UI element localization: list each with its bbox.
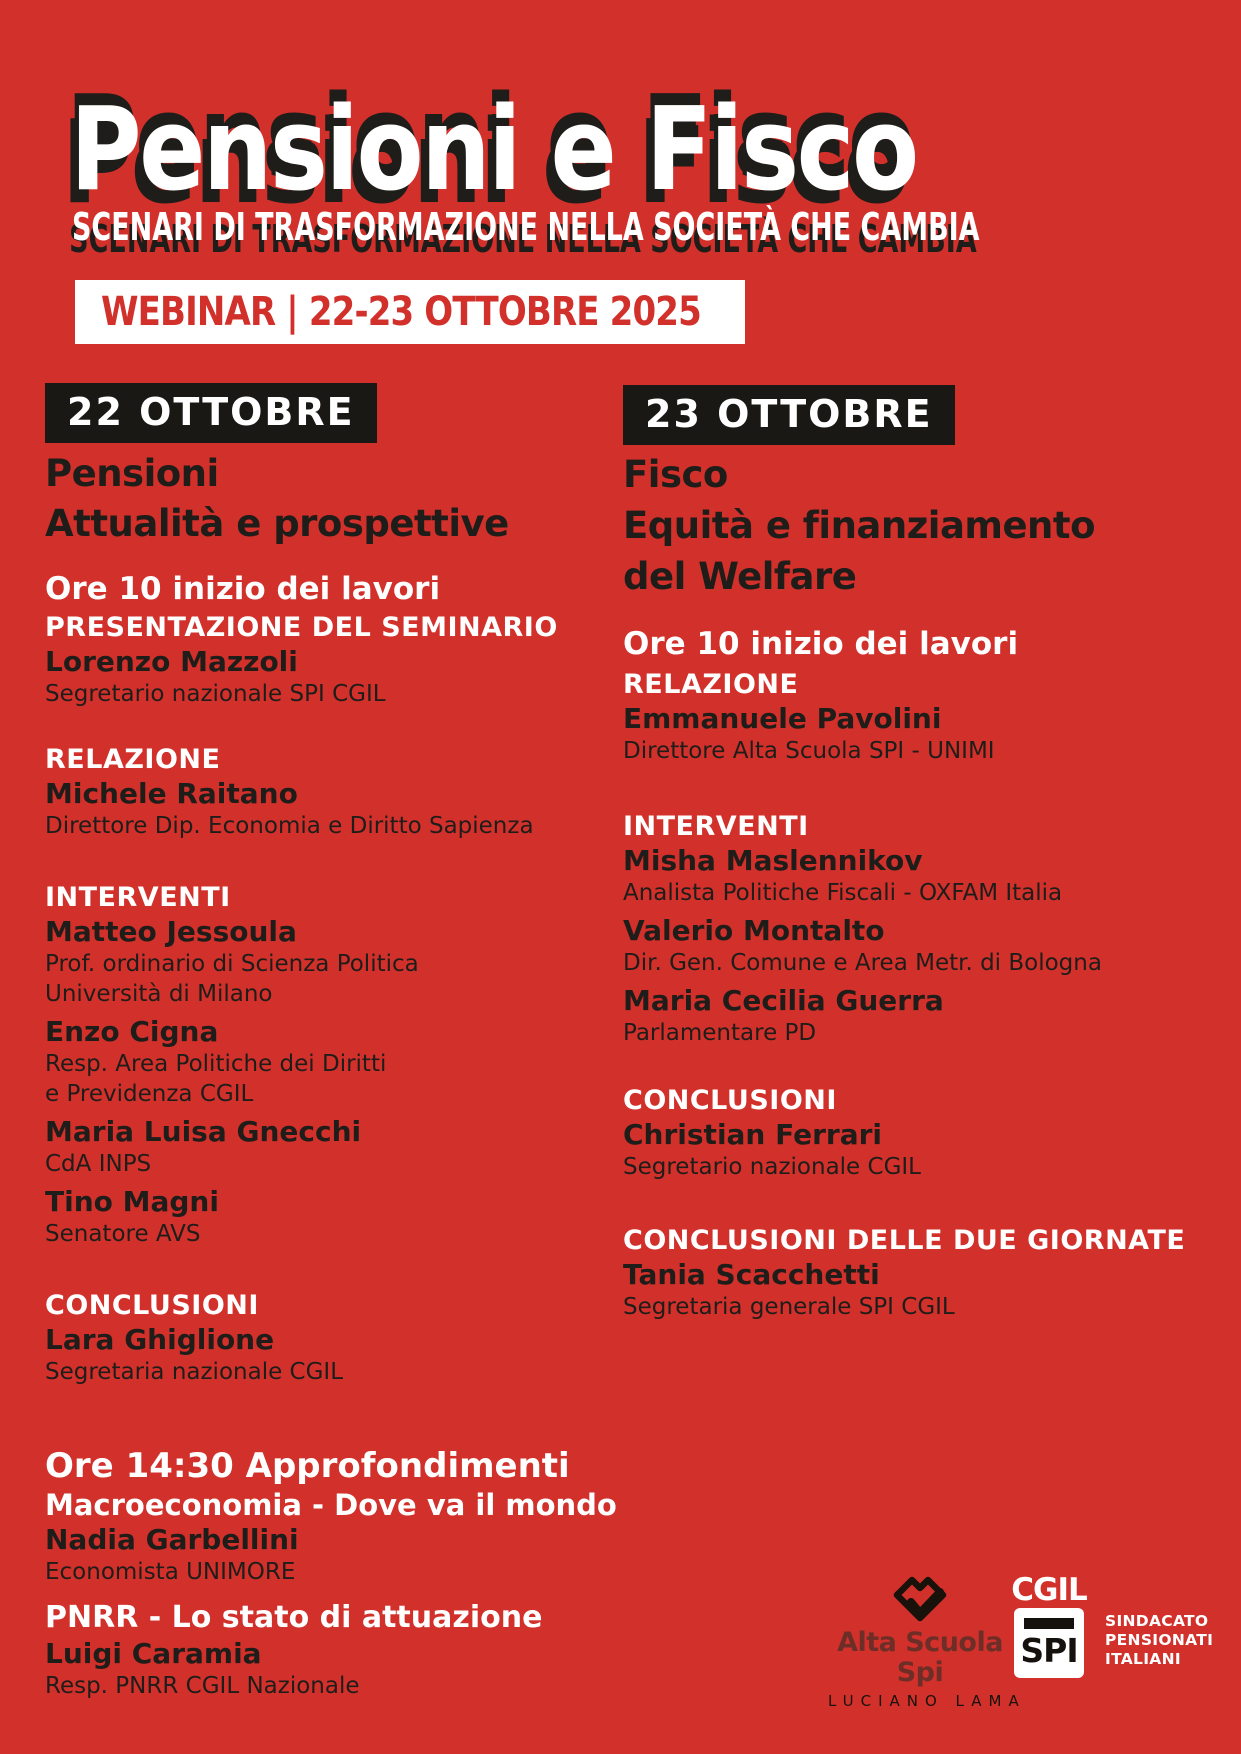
speaker-name: Maria Cecilia Guerra — [623, 984, 944, 1017]
sindacato-line3: ITALIANI — [1105, 1650, 1181, 1668]
speaker-role: Segretario nazionale SPI CGIL — [45, 681, 386, 707]
day1-presentation-header: PRESENTAZIONE DEL SEMINARIO — [45, 612, 558, 643]
sindacato-line1: SINDACATO — [1105, 1612, 1209, 1630]
sindacato-pensionati-italiani-label — [1105, 1612, 1213, 1669]
poster-subtitle: SCENARI DI TRASFORMAZIONE NELLA SOCIETÀ CHE CAMBIA — [72, 205, 980, 249]
day1-conclusioni-header: CONCLUSIONI — [45, 1290, 259, 1321]
day1-relazione-header: RELAZIONE — [45, 744, 221, 775]
speaker-name: Michele Raitano — [45, 777, 298, 810]
spi-box — [1014, 1608, 1084, 1678]
day1-time-label: Ore 10 inizio dei lavori — [45, 571, 441, 607]
speaker-name: Tania Scacchetti — [623, 1258, 880, 1291]
speaker-role: Senatore AVS — [45, 1221, 201, 1247]
speaker-name: Lorenzo Mazzoli — [45, 645, 298, 678]
day1-interventi-header: INTERVENTI — [45, 882, 231, 913]
day2-title-line2: Equità e finanziamento — [623, 504, 1096, 547]
speaker-role: Resp. Area Politiche dei Diritti — [45, 1051, 387, 1077]
speaker-name: Christian Ferrari — [623, 1118, 883, 1151]
day1-title-line1: Pensioni — [45, 452, 219, 495]
webinar-banner — [75, 280, 745, 344]
speaker-role: Università di Milano — [45, 981, 273, 1007]
day2-interventi-header: INTERVENTI — [623, 811, 809, 842]
day2-time-label: Ore 10 inizio dei lavori — [623, 626, 1019, 662]
day2-relazione-header: RELAZIONE — [623, 669, 799, 700]
speaker-name: Enzo Cigna — [45, 1015, 219, 1048]
day2-final-conclusioni-header: CONCLUSIONI DELLE DUE GIORNATE — [623, 1225, 1186, 1256]
day2-title-line3: del Welfare — [623, 555, 857, 598]
day2-date-label: 23 OTTOBRE — [645, 392, 933, 436]
page-title: Pensioni e Fisco — [70, 83, 917, 217]
day1-date-box — [45, 383, 377, 443]
alta-scuola-spi-logo — [828, 1566, 1026, 1710]
speaker-role: Direttore Alta Scuola SPI - UNIMI — [623, 738, 995, 764]
speaker-name: Valerio Montalto — [623, 914, 885, 947]
day1-title-line2: Attualità e prospettive — [45, 502, 509, 545]
speaker-name: Lara Ghiglione — [45, 1323, 275, 1356]
speaker-name: Emmanuele Pavolini — [623, 702, 942, 735]
day2-date-box — [623, 385, 955, 445]
speaker-role: Parlamentare PD — [623, 1020, 817, 1046]
cgil-spi-logo — [1012, 1574, 1086, 1678]
day1-topic2-title: PNRR - Lo stato di attuazione — [45, 1600, 543, 1635]
day1-column — [45, 383, 617, 1701]
speaker-role: Prof. ordinario di Scienza Politica — [45, 951, 419, 977]
diamond-check-icon — [885, 1566, 955, 1628]
day1-date-label: 22 OTTOBRE — [67, 390, 355, 434]
day2-column — [623, 385, 1186, 1322]
sindacato-line2: PENSIONATI — [1105, 1631, 1214, 1649]
speaker-role: CdA INPS — [45, 1151, 152, 1177]
cgil-label: CGIL — [1011, 1572, 1087, 1608]
speaker-role: Segretario nazionale CGIL — [623, 1154, 922, 1180]
speaker-role: Segretaria nazionale CGIL — [45, 1359, 344, 1385]
day2-conclusioni-header: CONCLUSIONI — [623, 1085, 837, 1116]
alta-scuola-spi-label: Alta Scuola Spi — [837, 1627, 1003, 1688]
spi-label: SPI — [1020, 1631, 1078, 1670]
speaker-name: Tino Magni — [45, 1185, 219, 1218]
speaker-name: Nadia Garbellini — [45, 1523, 299, 1556]
speaker-role: Segretaria generale SPI CGIL — [623, 1294, 955, 1320]
day2-title-line1: Fisco — [623, 453, 728, 496]
speaker-name: Matteo Jessoula — [45, 915, 297, 948]
webinar-banner-text: WEBINAR | 22-23 OTTOBRE 2025 — [101, 289, 701, 335]
speaker-role: Resp. PNRR CGIL Nazionale — [45, 1673, 360, 1699]
speaker-role: Economista UNIMORE — [45, 1559, 296, 1585]
day1-topic1-title: Macroeconomia - Dove va il mondo — [45, 1488, 617, 1522]
speaker-role: Direttore Dip. Economia e Diritto Sapienza — [45, 813, 534, 839]
speaker-role: Analista Politiche Fiscali - OXFAM Italia — [623, 880, 1063, 906]
speaker-role: e Previdenza CGIL — [45, 1081, 254, 1107]
speaker-role: Dir. Gen. Comune e Area Metr. di Bologna — [623, 950, 1102, 976]
speaker-name: Luigi Caramia — [45, 1637, 262, 1670]
spi-bar — [1024, 1618, 1074, 1629]
speaker-name: Misha Maslennikov — [623, 844, 923, 877]
day1-afternoon-time-label: Ore 14:30 Approfondimenti — [45, 1446, 570, 1486]
speaker-name: Maria Luisa Gnecchi — [45, 1115, 362, 1148]
luciano-lama-label: LUCIANO LAMA — [828, 1692, 1026, 1710]
